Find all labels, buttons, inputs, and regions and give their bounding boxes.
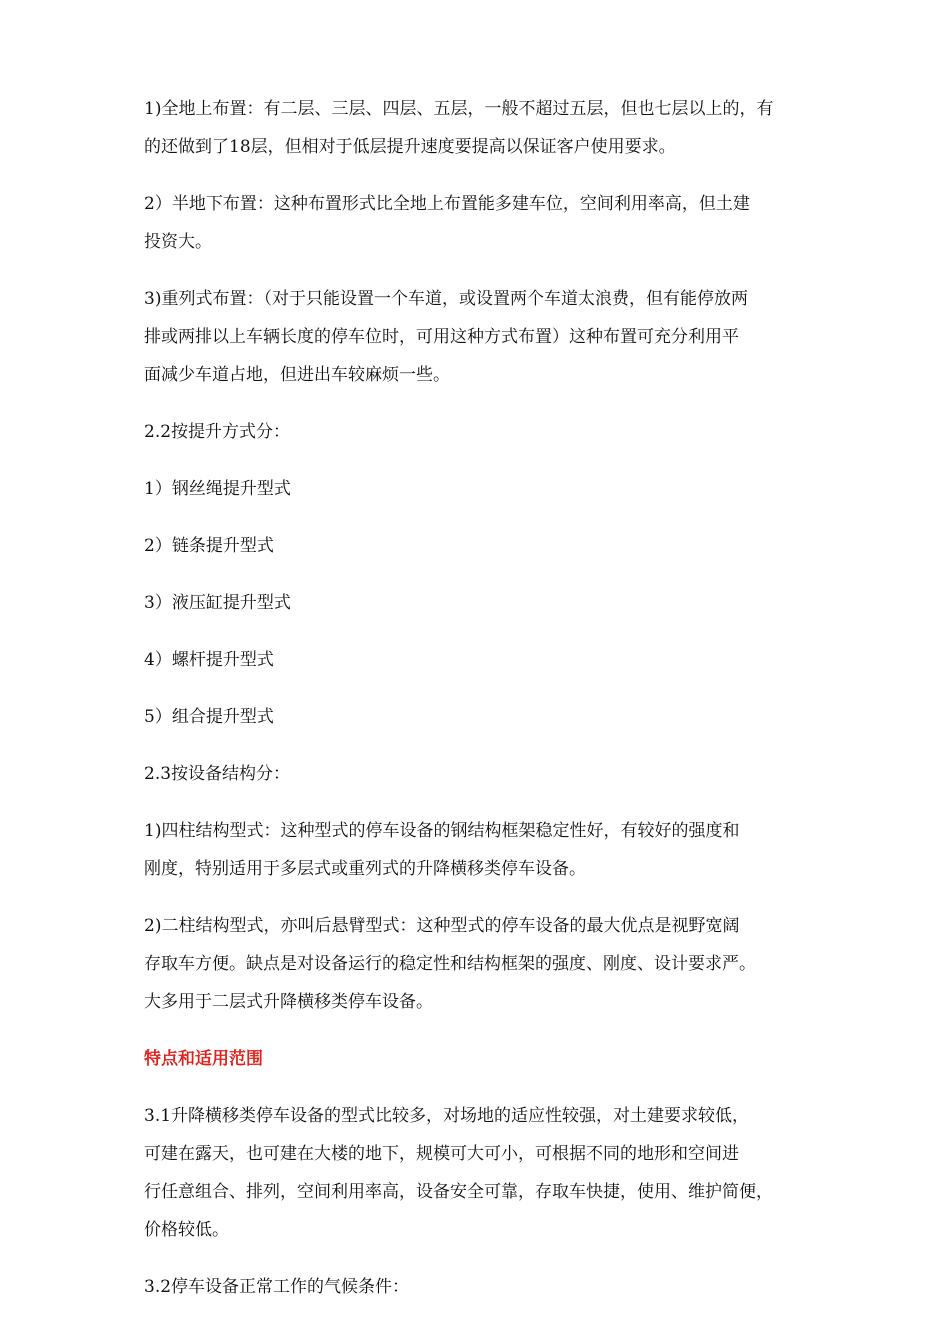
text-line: 价格较低。 — [144, 1220, 229, 1240]
section-paragraph-group — [144, 1097, 809, 1306]
text-line: 行任意组合、排列，空间利用率高，设备安全可靠，存取车快捷，使用、维护简便， — [144, 1182, 773, 1202]
paragraph — [144, 907, 809, 1021]
text-line: 2）半地下布置：这种布置形式比全地上布置能多建车位，空间利用率高，但土建 — [144, 194, 750, 214]
text-line: 1）钢丝绳提升型式 — [144, 479, 291, 499]
text-line: 存取车方便。缺点是对设备运行的稳定性和结构框架的强度、刚度、设计要求严。 — [144, 954, 756, 974]
text-line: 投资大。 — [144, 232, 212, 252]
text-line: 3）液压缸提升型式 — [144, 593, 291, 613]
text-line: 2)二柱结构型式，亦叫后悬臂型式：这种型式的停车设备的最大优点是视野宽阔 — [144, 916, 740, 936]
text-line: 2.3按设备结构分： — [144, 764, 291, 784]
paragraph — [144, 413, 809, 451]
paragraph-group — [144, 90, 809, 1021]
paragraph — [144, 698, 809, 736]
text-line: 的还做到了18层，但相对于低层提升速度要提高以保证客户使用要求。 — [144, 137, 676, 157]
paragraph — [144, 280, 809, 394]
text-line: 3.1升降横移类停车设备的型式比较多，对场地的适应性较强，对土建要求较低， — [144, 1106, 750, 1126]
text-line: 面减少车道占地，但进出车较麻烦一些。 — [144, 365, 450, 385]
section-heading: 特点和适用范围 — [144, 1049, 263, 1069]
paragraph — [144, 1268, 809, 1306]
text-line: 排或两排以上车辆长度的停车位时，可用这种方式布置）这种布置可充分利用平 — [144, 327, 739, 347]
text-line: 2.2按提升方式分： — [144, 422, 291, 442]
paragraph — [144, 185, 809, 261]
text-line: 5）组合提升型式 — [144, 707, 274, 727]
paragraph — [144, 1097, 809, 1249]
paragraph — [144, 812, 809, 888]
paragraph — [144, 527, 809, 565]
paragraph — [144, 90, 809, 166]
text-line: 3)重列式布置：（对于只能设置一个车道，或设置两个车道太浪费，但有能停放两 — [144, 289, 748, 309]
text-line: 刚度，特别适用于多层式或重列式的升降横移类停车设备。 — [144, 859, 586, 879]
text-line: 3.2停车设备正常工作的气候条件： — [144, 1277, 410, 1297]
paragraph — [144, 755, 809, 793]
text-line: 1)全地上布置：有二层、三层、四层、五层，一般不超过五层，但也七层以上的，有 — [144, 99, 774, 119]
text-line: 2）链条提升型式 — [144, 536, 274, 556]
paragraph — [144, 584, 809, 622]
text-line: 4）螺杆提升型式 — [144, 650, 274, 670]
document-page — [144, 90, 809, 1325]
paragraph — [144, 641, 809, 679]
text-line: 大多用于二层式升降横移类停车设备。 — [144, 992, 433, 1012]
text-line: 1)四柱结构型式：这种型式的停车设备的钢结构框架稳定性好，有较好的强度和 — [144, 821, 740, 841]
text-line: 可建在露天，也可建在大楼的地下，规模可大可小，可根据不同的地形和空间进 — [144, 1144, 739, 1164]
paragraph — [144, 470, 809, 508]
